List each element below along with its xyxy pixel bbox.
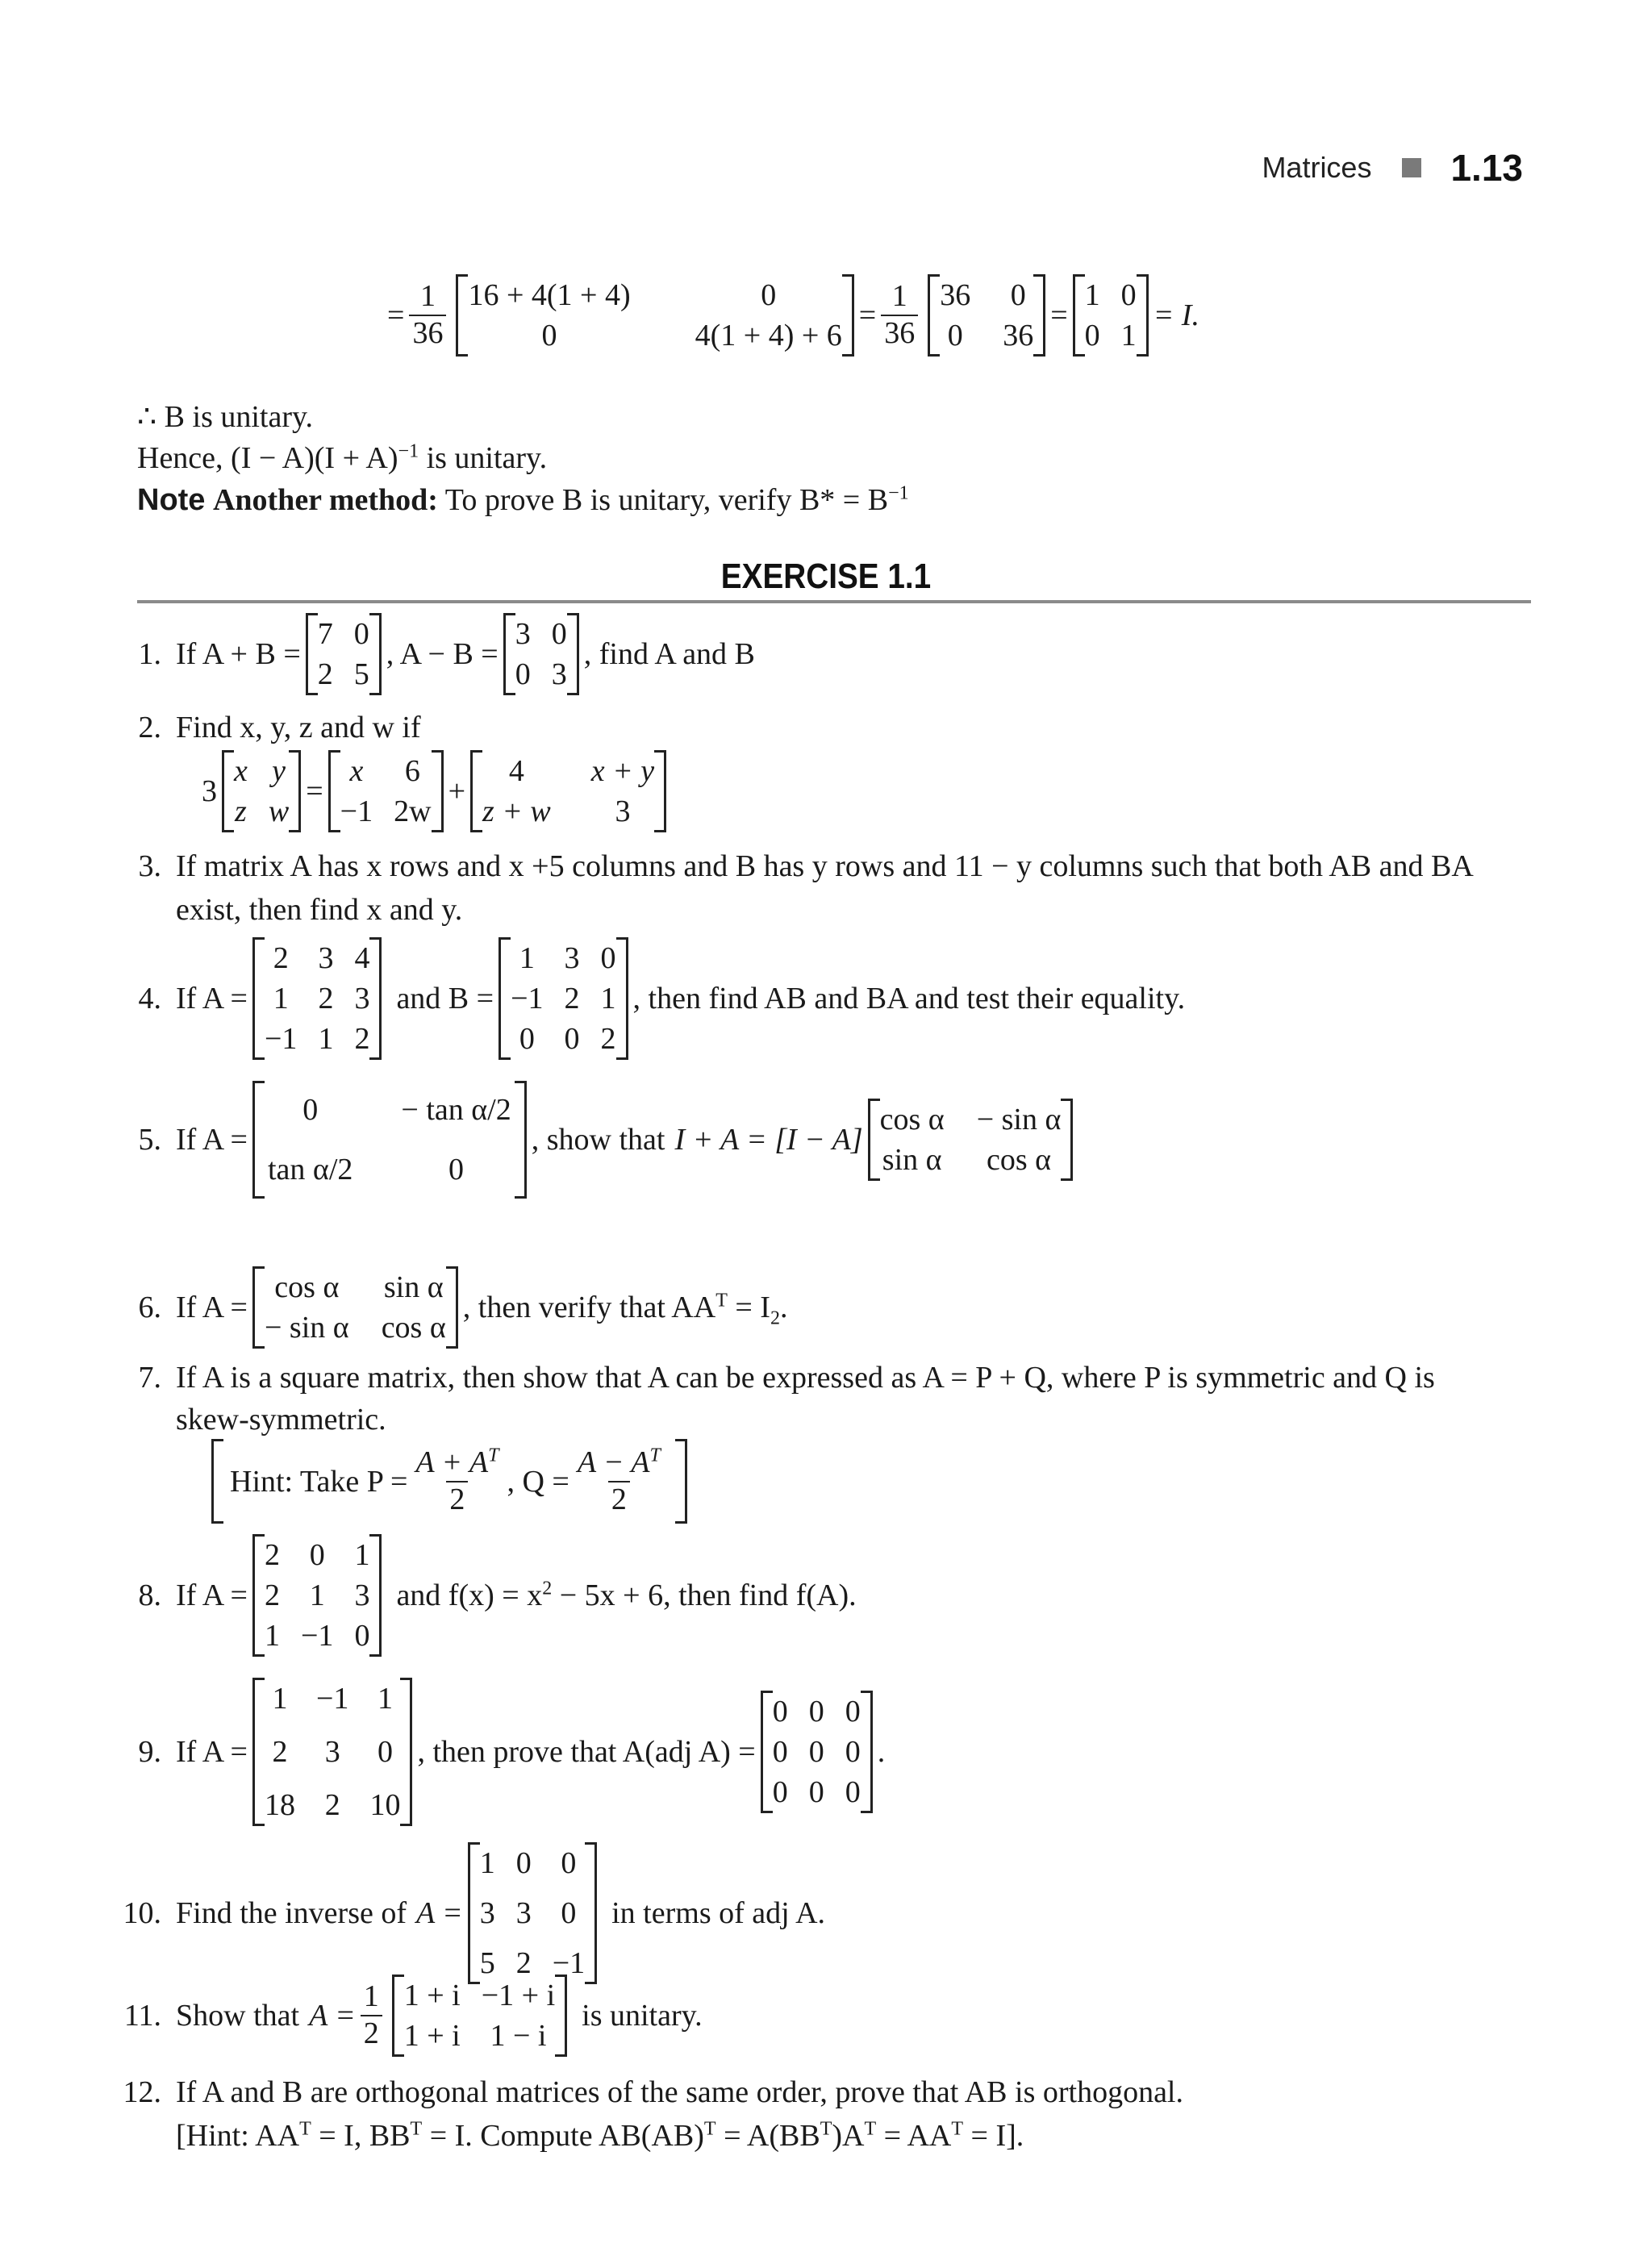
matrix: 16 + 4(1 + 4) 0 0 4(1 + 4) + 6 [456, 274, 853, 357]
exercise-item-2: 2. Find x, y, z and w if [138, 711, 421, 744]
exercise-item-3: 3. If matrix A has x rows and x +5 columns and B has y rows and 11 − y columns such that both AB and BA [138, 849, 1474, 883]
exercise-title: EXERCISE 1.1 [720, 557, 932, 596]
title-rule [137, 600, 1531, 603]
exercise-item-8: 8. If A = 2 0 1 2 1 3 1 −1 0 and $f(x) = x^2 - 5x + 6$, then find f(A). [105, 1534, 857, 1657]
exercise-item-5: 5. If A = 0 − tan α/2 tan α/2 0 , show that I + A = [I − A] cos α − sin α sin α cos α [105, 1081, 1078, 1199]
top-equation: = $\frac{1}{36}$ 16 + 4(1 + 4) 0 0 4(1 + 4) + 6 = $\frac{1}{36}$ 36 0 0 36 = 1 0 0 1 = I. [387, 274, 1199, 357]
exercise-item-6: 6. If A = cos α sin α − sin α cos α , then verify that $AA^T = I_2$. [105, 1266, 787, 1349]
exercise-item-3-cont: exist, then find x and y. [176, 893, 463, 927]
exercise-item-4: 4. If A = 2 3 4 1 2 3 −1 1 2 and B = 1 3 0 −1 2 1 0 0 2 , then find AB and BA and test their equality. [105, 937, 1185, 1060]
note-line: Note Another method: To prove B is unitary, verify $B* = B^{-1}$ [137, 482, 909, 517]
exercise-item-7-hint: Hint: Take P = $\frac{A + A^T}{2}$ , Q = $\frac{A - A^T}{2}$ [211, 1439, 687, 1524]
exercise-item-7-cont: skew-symmetric. [176, 1403, 386, 1437]
exercise-item-12-hint: [Hint: $AA^T = I$, $BB^T = I$. Compute $AB(AB)^T = A(BB^T)A^T = AA^T = I$]. [176, 2118, 1024, 2153]
exercise-item-12: 12. If A and B are orthogonal matrices of the same order, prove that AB is orthogonal. [123, 2075, 1183, 2109]
exercise-item-9: 9. If A = 1 −1 1 2 3 0 18 2 10 , then prove that A(adj A) = 0 0 0 0 0 0 0 0 0 . [105, 1678, 885, 1826]
section-title: Matrices [1262, 151, 1372, 184]
hence-line: Hence, $(I - A)(I + A)^{-1}$ is unitary. [137, 440, 548, 475]
identity-matrix: 1 0 0 1 [1073, 274, 1149, 357]
exercise-item-10: 10. Find the inverse of A = 1 0 0 3 3 0 5 2 −1 in terms of adj A. [105, 1842, 825, 1984]
square-bullet-icon [1402, 158, 1421, 177]
exercise-item-1: 1. If A + B = 7 0 2 5 , A − B = 3 0 0 3 , find A and B [105, 613, 755, 695]
equation-tail: = I. [1153, 298, 1199, 332]
exercise-item-2-equation: 3 x y z w = x 6 −1 2w + 4 x + y z + w 3 [202, 750, 671, 832]
note-label: Note [137, 483, 206, 517]
matrix: 36 0 0 36 [928, 274, 1045, 357]
therefore-line: ∴ B is unitary. [137, 400, 314, 434]
running-header [1262, 144, 1523, 192]
exercise-item-11: 11. Show that A = $\frac{1}{2}$ 1 + i −1 + i 1 + i 1 − i is unitary. [105, 1975, 703, 2057]
exercise-item-7: 7. If A is a square matrix, then show that A can be expressed as A = P + Q, where P is symmetric and Q is [138, 1361, 1435, 1395]
fraction: $\frac{1}{36}$ [881, 279, 918, 351]
page-number: 1.13 [1450, 147, 1523, 189]
fraction: $\frac{1}{36}$ [409, 279, 446, 351]
